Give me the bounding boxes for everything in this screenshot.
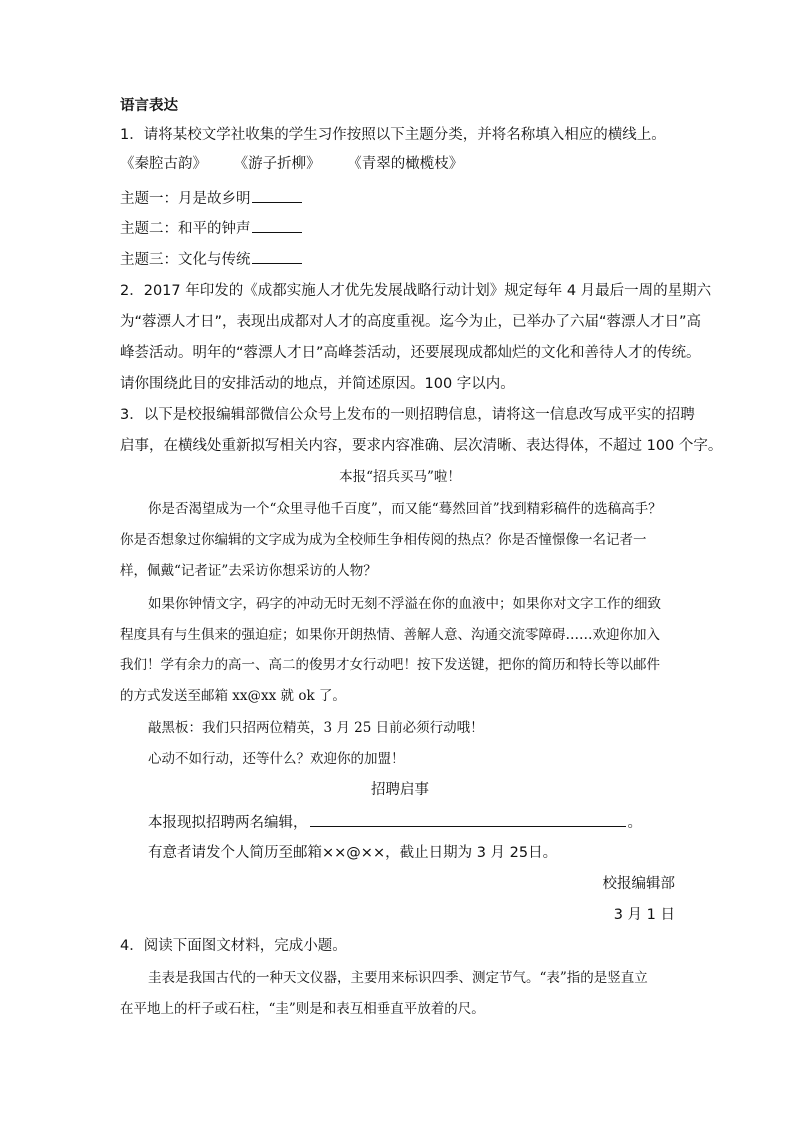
ad-line: 敲黑板：我们只招两位精英，3 月 25 日前必须行动哦！	[148, 720, 484, 736]
q1-book: 《游子折柳》	[233, 156, 321, 172]
q2-line: 峰荟活动。明年的“蓉漂人才日”高峰荟活动，还要展现成都灿烂的文化和善待人才的传统。	[120, 345, 701, 361]
ad-line: 你是否想象过你编辑的文字成为成为全校师生争相传阅的热点？你是否憧憬像一名记者一	[120, 532, 647, 548]
notice-signature: 校报编辑部	[602, 876, 675, 892]
ad-line: 你是否渴望成为一个“众里寻他千百度”，而又能“蓦然回首”找到精彩稿件的选稿高手？	[148, 501, 662, 517]
q4-material-line: 在平地上的杆子或石柱，“圭”则是和表互相垂直平放着的尺。	[120, 1001, 485, 1017]
ad-line: 心动不如行动，还等什么？欢迎你的加盟！	[148, 751, 405, 767]
q2-line: 请你围绕此目的安排活动的地点，并简述原因。100 字以内。	[120, 376, 515, 392]
answer-blank[interactable]	[252, 188, 302, 203]
q4-stem: 4．阅读下面图文材料，完成小题。	[120, 938, 347, 954]
q1-stem: 1．请将某校文学社收集的学生习作按照以下主题分类，并将名称填入相应的横线上。	[120, 127, 666, 143]
q1-book: 《秦腔古韵》	[120, 156, 207, 172]
q1-book-list	[120, 154, 680, 174]
q3-line: 启事，在横线处重新拟写相关内容，要求内容准确、层次清晰、表达得体，不超过 100 个字。	[120, 438, 723, 454]
answer-blank[interactable]	[252, 249, 302, 264]
q2-line: 2．2017 年印发的《成都实施人才优先发展战略行动计划》规定每年 4 月最后一周的星期六	[120, 283, 712, 299]
notice-date: 3 月 1 日	[613, 907, 675, 923]
notice-line-1	[148, 812, 708, 833]
notice-line-1-prefix: 本报现拟招聘两名编辑，	[148, 815, 308, 831]
ad-line: 如果你钟情文字，码字的冲动无时无刻不浮溢在你的血液中；如果你对文字工作的细致	[148, 596, 661, 612]
q1-topic-label: 主题三：文化与传统	[120, 252, 251, 268]
q2-line: 为“蓉漂人才日”，表现出成都对人才的高度重视。迄今为止，已举办了六届“蓉漂人才日”高	[120, 314, 702, 330]
q1-book: 《青翠的橄榄枝》	[347, 156, 464, 172]
q1-topic-3	[120, 249, 680, 270]
q4-material-line: 圭表是我国古代的一种天文仪器，主要用来标识四季、测定节气。“表”指的是竖直立	[148, 970, 648, 986]
ad-line: 样，佩戴“记者证”去采访你想采访的人物？	[120, 563, 377, 579]
q1-topic-2	[120, 218, 680, 239]
q1-topic-label: 主题一：月是故乡明	[120, 191, 251, 207]
ad-title: 本报“招兵买马”啦！	[339, 469, 461, 485]
ad-line: 程度具有与生俱来的强迫症；如果你开朗热情、善解人意、沟通交流零障碍……欢迎你加入	[120, 627, 660, 643]
notice-line-1-suffix: 。	[627, 815, 642, 831]
notice-line-2: 有意者请发个人简历至邮箱××@××，截止日期为 3 月 25日。	[148, 845, 558, 861]
q3-line: 3．以下是校报编辑部微信公众号上发布的一则招聘信息，请将这一信息改写成平实的招聘	[120, 407, 695, 423]
ad-line: 的方式发送至邮箱 xx@xx 就 ok 了。	[120, 688, 346, 704]
notice-title: 招聘启事	[371, 782, 429, 798]
section-title: 语言表达	[120, 98, 178, 114]
answer-blank[interactable]	[310, 812, 626, 827]
q1-topic-1	[120, 188, 680, 209]
q1-topic-label: 主题二：和平的钟声	[120, 221, 251, 237]
answer-blank[interactable]	[252, 218, 302, 233]
ad-line: 我们！学有余力的高一、高二的俊男才女行动吧！按下发送键，把你的简历和特长等以邮件	[120, 657, 660, 673]
